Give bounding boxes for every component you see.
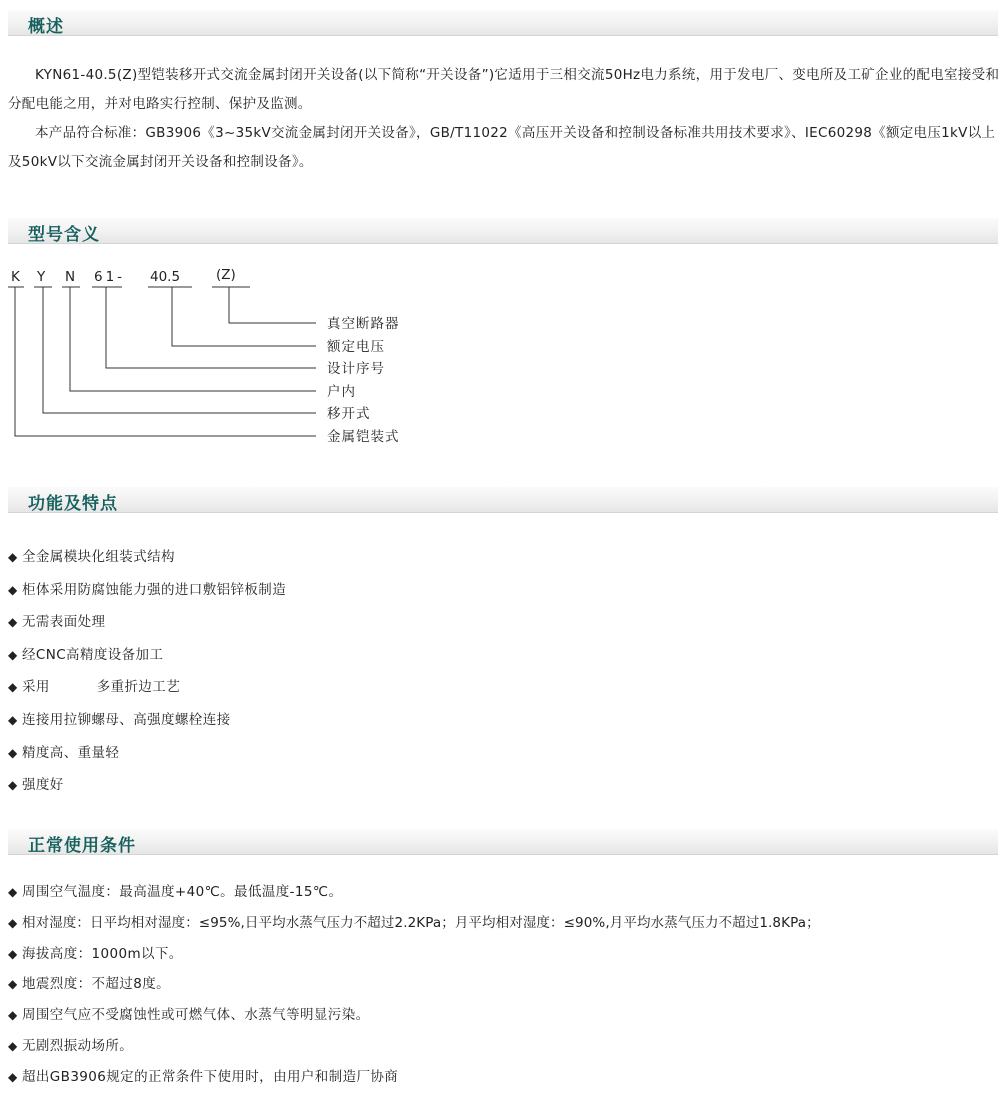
list-item: ◆ 无需表面处理 <box>8 606 286 639</box>
diamond-bullet-icon: ◆ <box>8 582 18 597</box>
section-title-model-meaning: 型号含义 <box>28 225 100 245</box>
list-item: ◆ 地震烈度：不超过8度。 <box>8 969 820 1000</box>
features-list <box>8 541 286 802</box>
list-item: ◆ 柜体采用防腐蚀能力强的进口敷铝锌板制造 <box>8 574 286 607</box>
conditions-list <box>8 877 820 1093</box>
list-item: ◆ 周围空气温度：最高温度+40℃。最低温度-15℃。 <box>8 877 820 908</box>
diamond-bullet-icon: ◆ <box>8 712 18 727</box>
diamond-bullet-icon: ◆ <box>8 1038 18 1053</box>
list-item: ◆ 连接用拉铆螺母、高强度螺栓连接 <box>8 704 286 737</box>
list-item: ◆ 相对湿度：日平均相对湿度：≤95%,日平均水蒸气压力不超过2.2KPa；月平均相对湿度：≤90%,月平均水蒸气压力不超过1.8KPa； <box>8 908 820 939</box>
list-item: ◆ 强度好 <box>8 769 286 802</box>
overview-paragraph-2: 本产品符合标准：GB3906《3~35kV交流金属封闭开关设备》，GB/T11022《高压开关设备和控制设备标准共用技术要求》、IEC60298《额定电压1kV以上及50kV以下交流金属封闭开关设备和控制设备》。 <box>8 125 996 170</box>
list-item: ◆ 无剧烈振动场所。 <box>8 1031 820 1062</box>
diamond-bullet-icon: ◆ <box>8 915 18 930</box>
list-item: ◆ 全金属模块化组装式结构 <box>8 541 286 574</box>
list-item: ◆ 海拔高度：1000m以下。 <box>8 939 820 970</box>
model-code-diagram <box>0 262 460 462</box>
code-part-k: K <box>11 269 20 285</box>
list-item: ◆ 周围空气应不受腐蚀性或可燃气体、水蒸气等明显污染。 <box>8 1000 820 1031</box>
code-part-breaker: (Z) <box>216 267 236 283</box>
list-item: ◆ 精度高、重量轻 <box>8 737 286 770</box>
meaning-metal-armored: 金属铠装式 <box>327 429 400 445</box>
code-part-n: N <box>65 269 76 285</box>
diamond-bullet-icon: ◆ <box>8 1008 18 1023</box>
diamond-bullet-icon: ◆ <box>8 778 18 793</box>
overview-paragraph-1: KYN61-40.5(Z)型铠装移开式交流金属封闭开关设备(以下简称“开关设备”)它适用于三相交流50Hz电力系统，用于发电厂、变电所及工矿企业的配电室接受和分配电能之用，并对电路实行控制、保护及监测。 <box>8 67 1000 112</box>
diamond-bullet-icon: ◆ <box>8 550 18 564</box>
diamond-bullet-icon: ◆ <box>8 885 18 899</box>
list-item: ◆ 经CNC高精度设备加工 <box>8 639 286 672</box>
meaning-design-serial: 设计序号 <box>327 361 385 377</box>
section-header-features <box>8 487 998 513</box>
section-title-conditions: 正常使用条件 <box>28 836 136 856</box>
diamond-bullet-icon: ◆ <box>8 745 18 760</box>
diamond-bullet-icon: ◆ <box>8 977 18 992</box>
section-header-model-meaning <box>8 218 998 244</box>
code-part-y: Y <box>37 269 46 285</box>
code-part-voltage: 40.5 <box>150 269 181 285</box>
meaning-withdrawable: 移开式 <box>327 406 371 422</box>
diamond-bullet-icon: ◆ <box>8 1069 18 1084</box>
diamond-bullet-icon: ◆ <box>8 647 18 662</box>
diamond-bullet-icon: ◆ <box>8 680 18 695</box>
meaning-indoor: 户内 <box>327 384 356 400</box>
code-part-series: 61- <box>94 269 126 285</box>
meaning-vacuum-breaker: 真空断路器 <box>327 316 400 332</box>
diamond-bullet-icon: ◆ <box>8 615 18 630</box>
section-title-features: 功能及特点 <box>28 494 118 514</box>
list-item: ◆ 采用 多重折边工艺 <box>8 671 286 704</box>
section-title-overview: 概述 <box>28 17 64 37</box>
section-header-conditions <box>8 829 998 855</box>
diamond-bullet-icon: ◆ <box>8 946 18 961</box>
section-header-overview <box>8 10 998 36</box>
meaning-rated-voltage: 额定电压 <box>327 339 385 355</box>
list-item: ◆ 超出GB3906规定的正常条件下使用时，由用户和制造厂协商 <box>8 1062 820 1093</box>
